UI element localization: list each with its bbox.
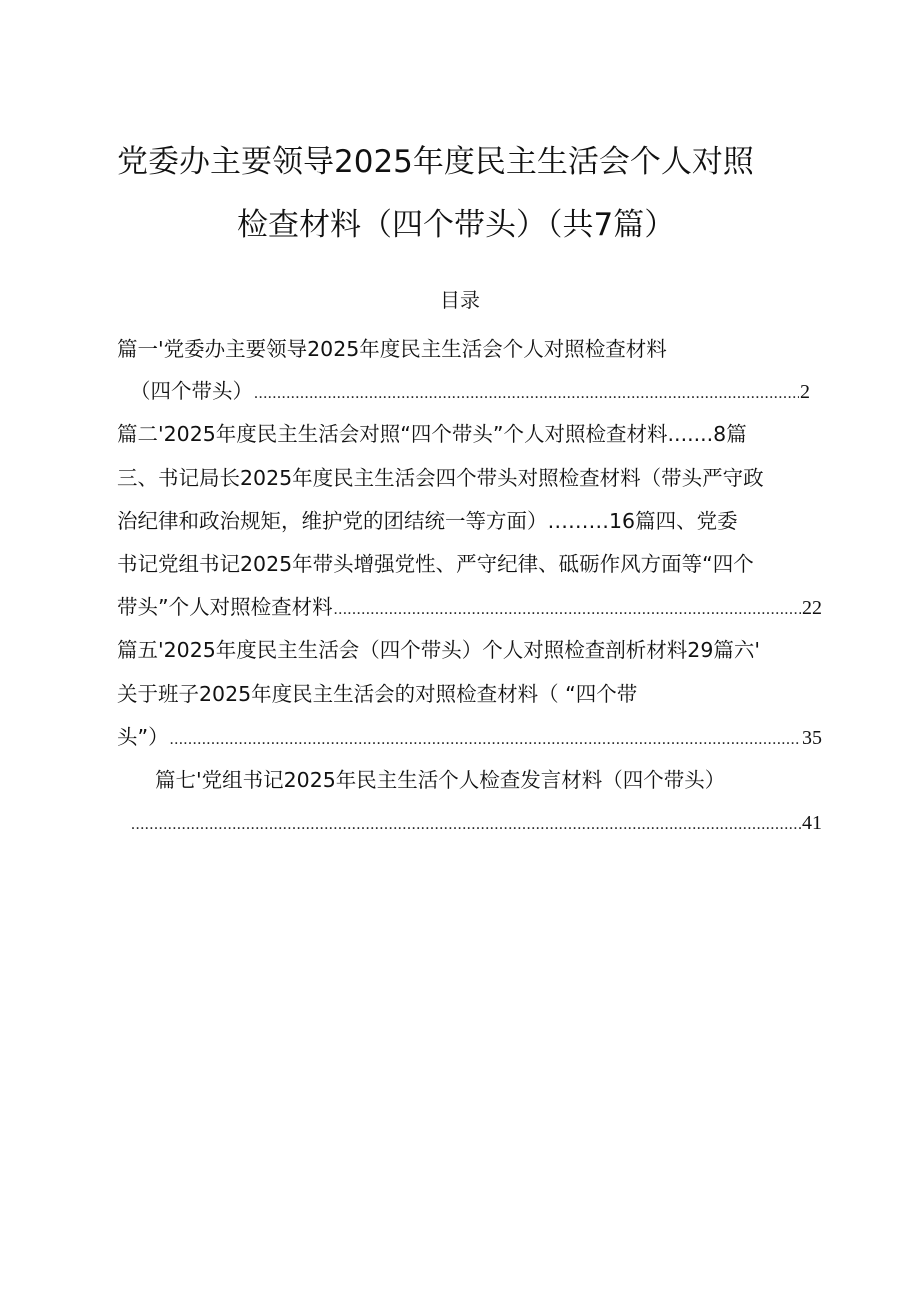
toc-entry-7-leader[interactable] — [130, 809, 822, 839]
toc-page-number: 22 — [802, 597, 822, 619]
toc-line — [117, 507, 738, 535]
toc-line-text: 篇七'党组书记2025年民主生活个人检查发言材料（四个带头） — [155, 768, 726, 792]
toc-line — [117, 680, 637, 708]
toc-line-text: （四个带头） — [130, 379, 253, 403]
toc-line — [117, 464, 764, 492]
toc-line-text: 带头”个人对照检查材料 — [117, 595, 333, 619]
toc-line-text: 篇二'2025年度民主生活会对照“四个带头”个人对照检查材料.......8篇 — [117, 422, 747, 446]
toc-page-number: 35 — [802, 727, 822, 749]
dot-leader — [170, 726, 801, 754]
toc-line-text: 关于班子2025年度民主生活会的对照检查材料（ “四个带 — [117, 682, 638, 706]
dot-leader — [254, 380, 799, 408]
toc-entry-4[interactable] — [117, 593, 822, 624]
toc-entry-1[interactable] — [130, 377, 810, 408]
toc-line-text: 三、书记局长2025年度民主生活会四个带头对照检查材料（带头严守政 — [117, 466, 764, 490]
toc-page-number: 2 — [800, 381, 810, 403]
toc-line-text: 篇一'党委办主要领导2025年度民主生活会个人对照检查材料 — [117, 337, 667, 361]
dot-leader — [131, 811, 801, 839]
toc-entry-6[interactable] — [117, 723, 822, 754]
toc-heading: 目录 — [440, 288, 480, 312]
toc-entry-7[interactable] — [155, 766, 725, 794]
toc-line — [117, 550, 754, 578]
dot-leader — [334, 596, 801, 624]
toc-entry-2[interactable] — [117, 420, 747, 448]
toc-line-text: 治纪律和政治规矩，维护党的团结统一等方面）………16篇四、党委 — [117, 509, 738, 533]
toc-line — [117, 335, 667, 363]
toc-page-number: 41 — [802, 812, 822, 834]
toc-line-text: 篇五'2025年度民主生活会（四个带头）个人对照检查剖析材料29篇六' — [117, 638, 761, 662]
toc-line-text: 书记党组书记2025年带头增强党性、严守纪律、砥砺作风方面等“四个 — [117, 552, 754, 576]
toc-entry-5[interactable] — [117, 636, 760, 664]
toc-line-text: 头”） — [117, 725, 169, 749]
document-title-line-2: 检查材料（四个带头）（共7篇） — [237, 207, 676, 243]
document-title-line-1: 党委办主要领导2025年度民主生活会个人对照 — [117, 144, 754, 180]
